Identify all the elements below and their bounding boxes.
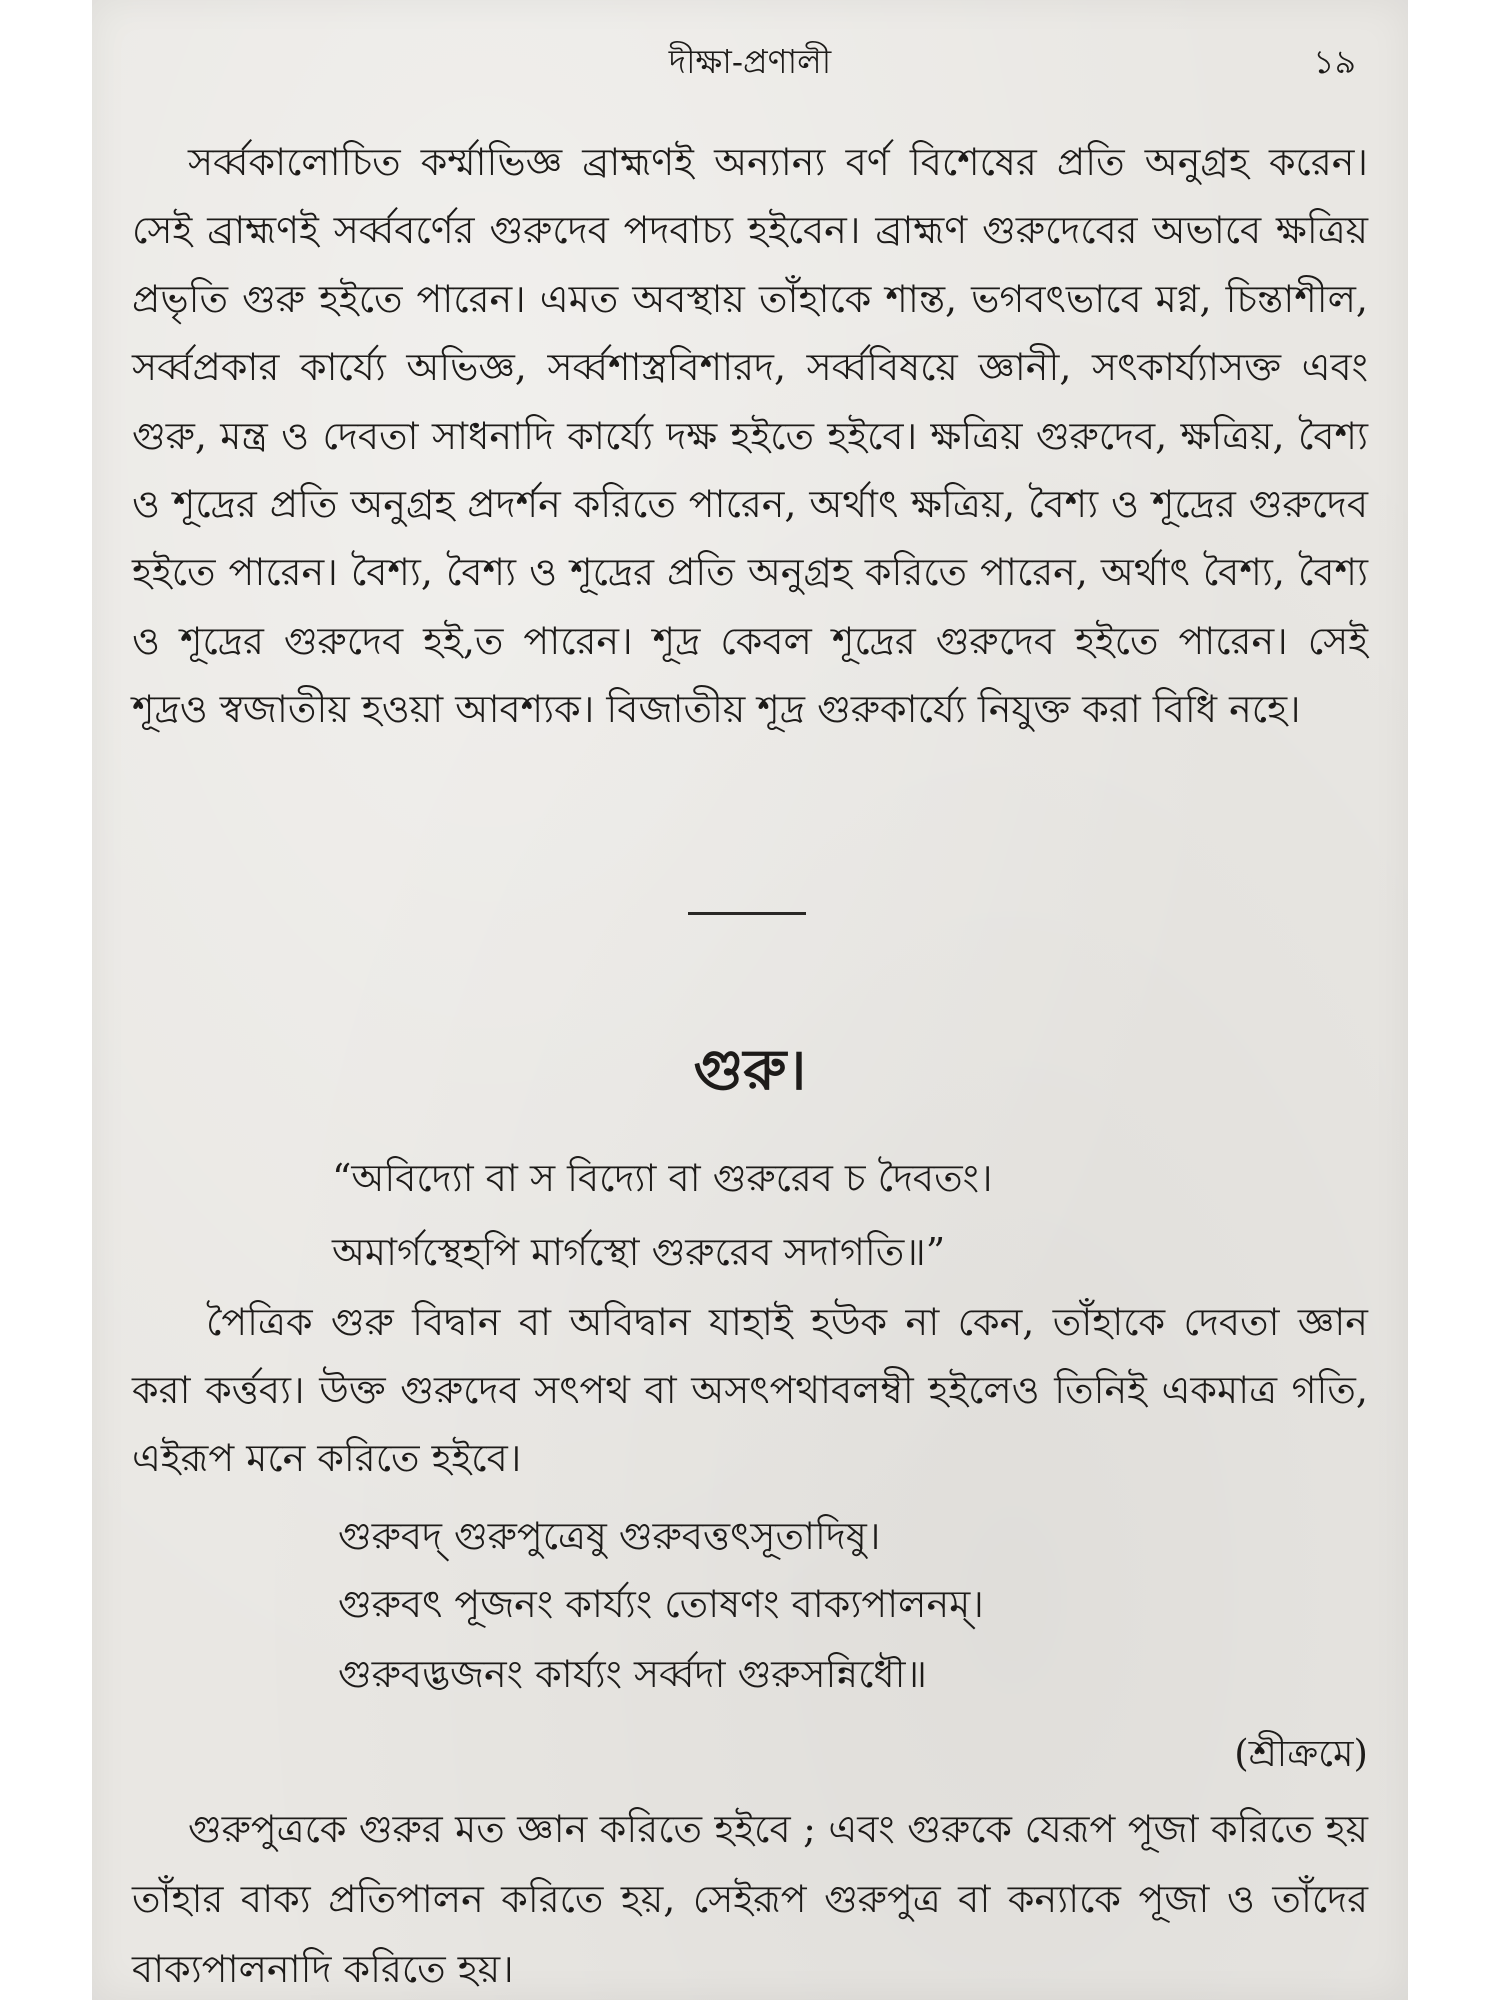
verse-2-line-1: গুরুবদ্ গুরুপুত্রেষু গুরুবত্তৎসূতাদিষু। <box>338 1514 881 1558</box>
running-head <box>92 32 1408 82</box>
paragraph-3: গুরুপুত্রকে গুরুর মত জ্ঞান করিতে হইবে ; এবং গুরুকে যেরূপ পূজা করিতে হয় তাঁহার বাক্য প্রতিপালন করিতে হয়, সেইরূপ গুরুপুত্র বা কন্যাকে পূজা ও তাঁদের বাক্যপালনাদি করিতে হয়। <box>132 1807 1368 1991</box>
paragraph-1: সর্ব্বকালোচিত কর্ম্মাভিজ্ঞ ব্রাহ্মণই অন্যান্য বর্ণ বিশেষের প্রতি অনুগ্রহ করেন। সেই ব্রাহ্মণই সর্ব্ববর্ণের গুরুদেব পদবাচ্য হইবেন। ব্রাহ্মণ গুরুদেবের অভাবে ক্ষত্রিয় প্রভৃতি গুরু হইতে পারেন। এমত অবস্থায় তাঁহাকে শান্ত, ভগবৎভাবে মগ্ন, চিন্তাশীল, সর্ব্বপ্রকার কার্য্যে অভিজ্ঞ, সর্ব্বশাস্ত্রবিশারদ, সর্ব্ববিষয়ে জ্ঞানী, সৎকার্য্যাসক্ত এবং গুরু, মন্ত্র ও দেবতা সাধনাদি কার্য্যে দক্ষ হইতে হইবে। ক্ষত্রিয় গুরুদেব, ক্ষত্রিয়, বৈশ্য ও শূদ্রের প্রতি অনুগ্রহ প্রদর্শন করিতে পারেন, অর্থাৎ ক্ষত্রিয়, বৈশ্য ও শূদ্রের গুরুদেব হইতে পারেন। বৈশ্য, বৈশ্য ও শূদ্রের প্রতি অনুগ্রহ করিতে পারেন, অর্থাৎ বৈশ্য, বৈশ্য ও শূদ্রের গুরুদেব হই,ত পারেন। শূদ্র কেবল শূদ্রের গুরুদেব হইতে পারেন। সেই শূদ্রও স্বজাতীয় হওয়া আবশ্যক। বিজাতীয় শূদ্র গুরুকার্য্যে নিযুক্ত করা বিধি নহে। <box>132 140 1368 732</box>
verse-1-line-2: অমার্গস্থেহপি মার্গস্থো গুরুরেব সদাগতি॥” <box>332 1230 946 1274</box>
running-title: দীক্ষা-প্রণালী <box>668 42 832 81</box>
page-number: ১৯ <box>1313 42 1356 81</box>
verse-source: (শ্রীক্রমে) <box>1234 1732 1368 1775</box>
verse-2-line-3: গুরুবদ্ভজনং কার্য্যং সর্ব্বদা গুরুসন্নিধৌ॥ <box>338 1652 928 1696</box>
verse-1-line-1: “অবিদ্যো বা স বিদ্যো বা গুরুরেব চ দৈবতং। <box>332 1156 993 1200</box>
section-divider <box>688 912 806 915</box>
section-heading: গুরু। <box>693 1037 807 1103</box>
book-page <box>92 0 1408 2000</box>
paragraph-2: পৈত্রিক গুরু বিদ্বান বা অবিদ্বান যাহাই হউক না কেন, তাঁহাকে দেবতা জ্ঞান করা কর্ত্তব্য। উক্ত গুরুদেব সৎপথ বা অসৎপথাবলম্বী হইলেও তিনিই একমাত্র গতি, এইরূপ মনে করিতে হইবে। <box>132 1300 1368 1480</box>
verse-2-line-2: গুরুবৎ পূজনং কার্য্যং তোষণং বাক্যপালনম্। <box>338 1582 984 1626</box>
